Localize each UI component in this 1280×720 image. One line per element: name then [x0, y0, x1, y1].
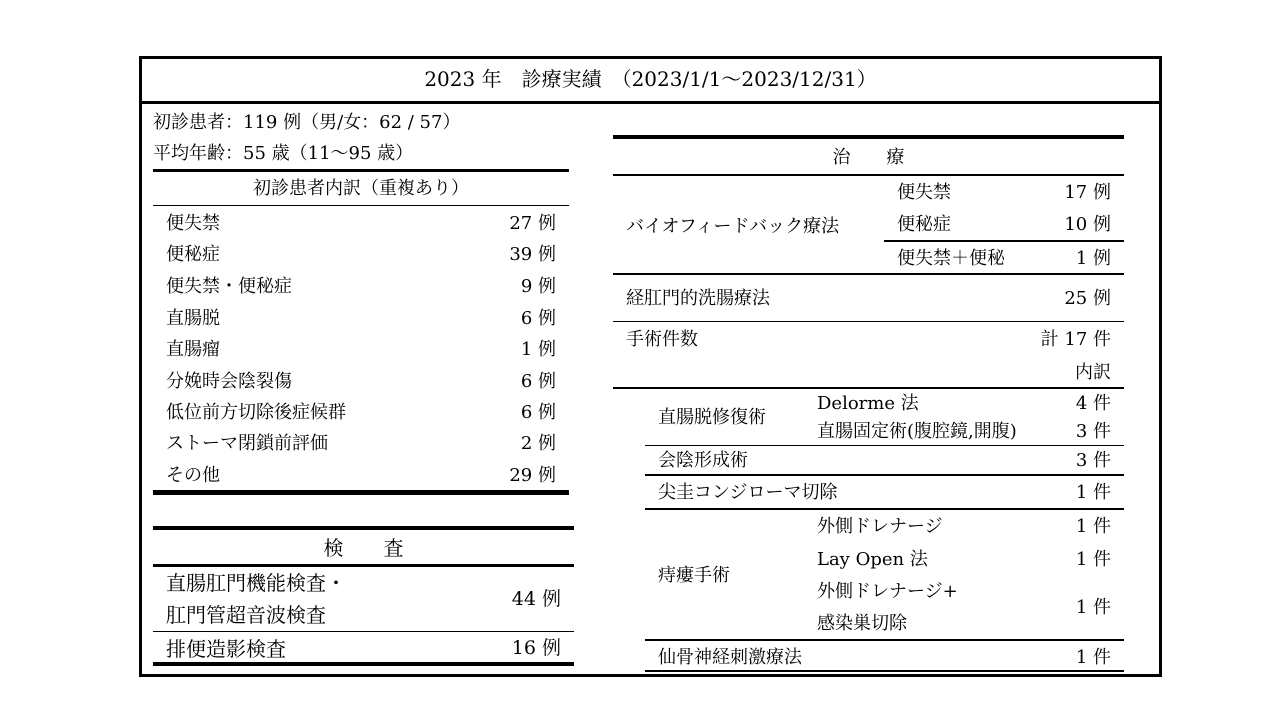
biofeedback-inner-rule	[884, 240, 1124, 242]
sacral-value: 1 件	[1075, 647, 1111, 668]
irrigation-value: 25 例	[1064, 288, 1111, 309]
procedure-value: 4 件	[1075, 393, 1111, 414]
new-patients-summary: 初診患者：119 例（男/女：62 / 57）	[153, 112, 461, 133]
breakdown-label: その他	[166, 465, 220, 486]
procedure-label-line2: 感染巣切除	[817, 613, 907, 634]
breakdown-value: 6 例	[520, 308, 556, 329]
condyloma-bottom-rule	[645, 508, 1124, 510]
breakdown-value: 1 例	[520, 339, 556, 360]
surgery-breakdown-rule	[613, 387, 1124, 389]
breakdown-label: 便失禁	[166, 213, 220, 234]
exam-value: 16 例	[511, 637, 561, 659]
biofeedback-sub-value: 17 例	[1064, 182, 1111, 203]
procedure-label: 直腸固定術(腹腔鏡,開腹)	[817, 421, 1017, 442]
breakdown-bottom-rule	[153, 490, 569, 495]
surgery-label: 手術件数	[626, 329, 698, 350]
procedure-value: 1 件	[1075, 597, 1111, 618]
breakdown-value: 6 例	[520, 371, 556, 392]
breakdown-header-rule	[153, 205, 569, 206]
breakdown-value: 29 例	[509, 465, 556, 486]
treatment-top-rule	[613, 135, 1124, 139]
breakdown-label: ストーマ閉鎖前評価	[166, 433, 328, 454]
condyloma-value: 1 件	[1075, 482, 1111, 503]
procedure-label: Lay Open 法	[817, 549, 928, 570]
breakdown-value: 39 例	[509, 244, 556, 265]
breakdown-value: 2 例	[520, 433, 556, 454]
exam-label-line1: 直腸肛門機能検査・	[166, 571, 346, 595]
rectal-prolapse-bottom-rule	[645, 445, 1124, 446]
irrigation-bottom-rule	[613, 321, 1124, 322]
biofeedback-sub-label: 便秘症	[897, 214, 951, 235]
breakdown-label: 直腸瘤	[166, 339, 220, 360]
breakdown-label: 便失禁・便秘症	[166, 276, 292, 297]
sacral-label: 仙骨神経刺激療法	[658, 647, 802, 668]
procedure-label: Delorme 法	[817, 393, 919, 414]
irrigation-label: 経肛門的洗腸療法	[626, 288, 770, 309]
breakdown-value: 9 例	[520, 276, 556, 297]
average-age-summary: 平均年齢：55 歳（11～95 歳）	[153, 143, 414, 164]
title-divider	[139, 101, 1162, 104]
treatment-header-rule	[613, 174, 1124, 176]
rectal-prolapse-label: 直腸脱修復術	[658, 407, 766, 428]
biofeedback-sub-value: 1 例	[1075, 248, 1111, 269]
breakdown-value: 6 例	[520, 402, 556, 423]
exam-value: 44 例	[511, 588, 561, 610]
biofeedback-sub-label: 便失禁＋便秘	[897, 248, 1005, 269]
fistula-bottom-rule	[645, 639, 1124, 641]
procedure-value: 1 件	[1075, 516, 1111, 537]
breakdown-value: 27 例	[509, 213, 556, 234]
treatment-header: 治 療	[832, 147, 905, 168]
fistula-label: 痔瘻手術	[658, 565, 730, 586]
exam-label-line2: 肛門管超音波検査	[166, 603, 326, 627]
biofeedback-sub-label: 便失禁	[897, 182, 951, 203]
exams-top-rule	[153, 526, 574, 530]
biofeedback-bottom-rule	[613, 273, 1124, 275]
procedure-label: 外側ドレナージ	[817, 516, 943, 537]
biofeedback-sub-value: 10 例	[1064, 214, 1111, 235]
perineoplasty-bottom-rule	[645, 474, 1124, 476]
sacral-bottom-rule	[645, 670, 1124, 672]
surgery-breakdown-label: 内訳	[1075, 362, 1111, 383]
breakdown-top-rule	[153, 169, 569, 172]
breakdown-label: 便秘症	[166, 244, 220, 265]
procedure-value: 3 件	[1075, 421, 1111, 442]
perineoplasty-value: 3 件	[1075, 450, 1111, 471]
exams-row-rule	[153, 631, 574, 632]
procedure-label-line1: 外側ドレナージ+	[817, 581, 958, 602]
breakdown-label: 分娩時会陰裂傷	[166, 371, 292, 392]
biofeedback-label: バイオフィードバック療法	[626, 216, 840, 237]
procedure-value: 1 件	[1075, 549, 1111, 570]
exams-bottom-rule	[153, 662, 574, 666]
surgery-total: 計 17 件	[1040, 329, 1111, 350]
breakdown-header: 初診患者内訳（重複あり）	[253, 178, 469, 199]
breakdown-label: 低位前方切除後症候群	[166, 402, 346, 423]
breakdown-label: 直腸脱	[166, 308, 220, 329]
condyloma-label: 尖圭コンジローマ切除	[658, 482, 838, 503]
exams-header: 検 査	[323, 536, 404, 560]
page-title: 2023 年 診療実績 （2023/1/1～2023/12/31）	[424, 67, 877, 91]
exam-label: 排便造影検査	[166, 637, 286, 661]
exams-header-rule	[153, 564, 574, 567]
perineoplasty-label: 会陰形成術	[658, 450, 748, 471]
